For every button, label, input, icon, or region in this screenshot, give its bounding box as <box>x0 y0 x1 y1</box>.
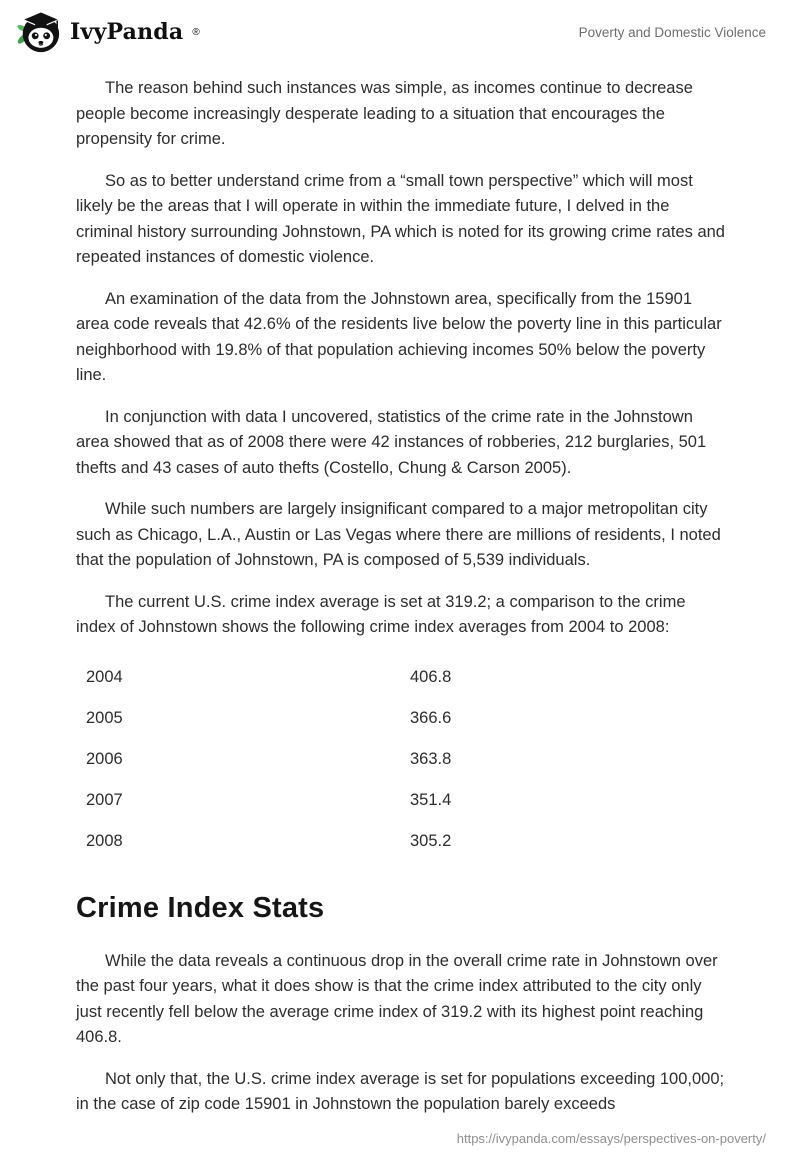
table-cell-value: 366.6 <box>410 708 452 727</box>
table-cell-year: 2008 <box>86 831 123 850</box>
paragraph: The reason behind such instances was simple, as incomes continue to decrease people become increasingly desperate leading to a situation that encourages the propensity for crime. <box>76 79 693 148</box>
source-url-link[interactable]: https://ivypanda.com/essays/perspectives-on-poverty/ <box>456 1131 766 1146</box>
paragraph: In conjunction with data I uncovered, statistics of the crime rate in the Johnstown area showed that as of 2008 there were 42 instances of robberies, 212 burglaries, 501 thefts and 43 cases of auto thefts (Costello, Chung & Carson 2005). <box>76 407 707 477</box>
brand-name: IvyPanda <box>70 19 184 45</box>
table-cell-year: 2006 <box>86 749 123 768</box>
table-row <box>76 698 726 739</box>
document-title: Poverty and Domestic Violence <box>578 24 766 40</box>
brand-logo[interactable] <box>16 9 200 55</box>
table-cell-value: 351.4 <box>410 790 452 809</box>
table-cell-value: 406.8 <box>410 667 452 686</box>
table-cell-year: 2005 <box>86 708 123 727</box>
paragraph: So as to better understand crime from a “small town perspective” which will most likely be the areas that I will operate in within the immediate future, I delved in the criminal history surrounding Johnstown, PA which is noted for its growing crime rates and repeated instances of domestic violence. <box>76 171 725 266</box>
paragraph: While the data reveals a continuous drop in the overall crime rate in Johnstown over the past four years, what it does show is that the crime index attributed to the city only just recently fell below the average crime index of 319.2 with its highest point reaching 406.8. <box>76 951 718 1046</box>
section-heading: Crime Index Stats <box>76 891 325 924</box>
table-row <box>76 821 726 862</box>
table-cell-year: 2004 <box>86 667 123 686</box>
paragraph: While such numbers are largely insignificant compared to a major metropolitan city such as Chicago, L.A., Austin or Las Vegas where there are millions of residents, I noted that the population of Johnstown, PA is composed of 5,539 individuals. <box>76 500 721 569</box>
ivypanda-panda-logo-icon <box>16 9 62 55</box>
table-row <box>76 657 726 698</box>
paragraph: Not only that, the U.S. crime index average is set for populations exceeding 100,000; in the case of zip code 15901 in Johnstown the population barely exceeds <box>76 1069 725 1113</box>
table-row <box>76 780 726 821</box>
table-cell-year: 2007 <box>86 790 123 809</box>
page-footer <box>457 1130 766 1148</box>
paragraph: The current U.S. crime index average is set at 319.2; a comparison to the crime index of Johnstown shows the following crime index averages from 2004 to 2008: <box>76 592 686 636</box>
table-cell-value: 363.8 <box>410 749 452 768</box>
crime-index-table <box>76 657 726 862</box>
table-cell-value: 305.2 <box>410 831 452 850</box>
registered-mark: ® <box>192 26 200 38</box>
table-row <box>76 739 726 780</box>
paragraph: An examination of the data from the Johnstown area, specifically from the 15901 area code reveals that 42.6% of the residents live below the poverty line in this particular neighborhood with 19.8% of that population achieving incomes 50% below the poverty line. <box>76 289 722 384</box>
document-content <box>0 62 800 1118</box>
page-header <box>0 0 800 62</box>
